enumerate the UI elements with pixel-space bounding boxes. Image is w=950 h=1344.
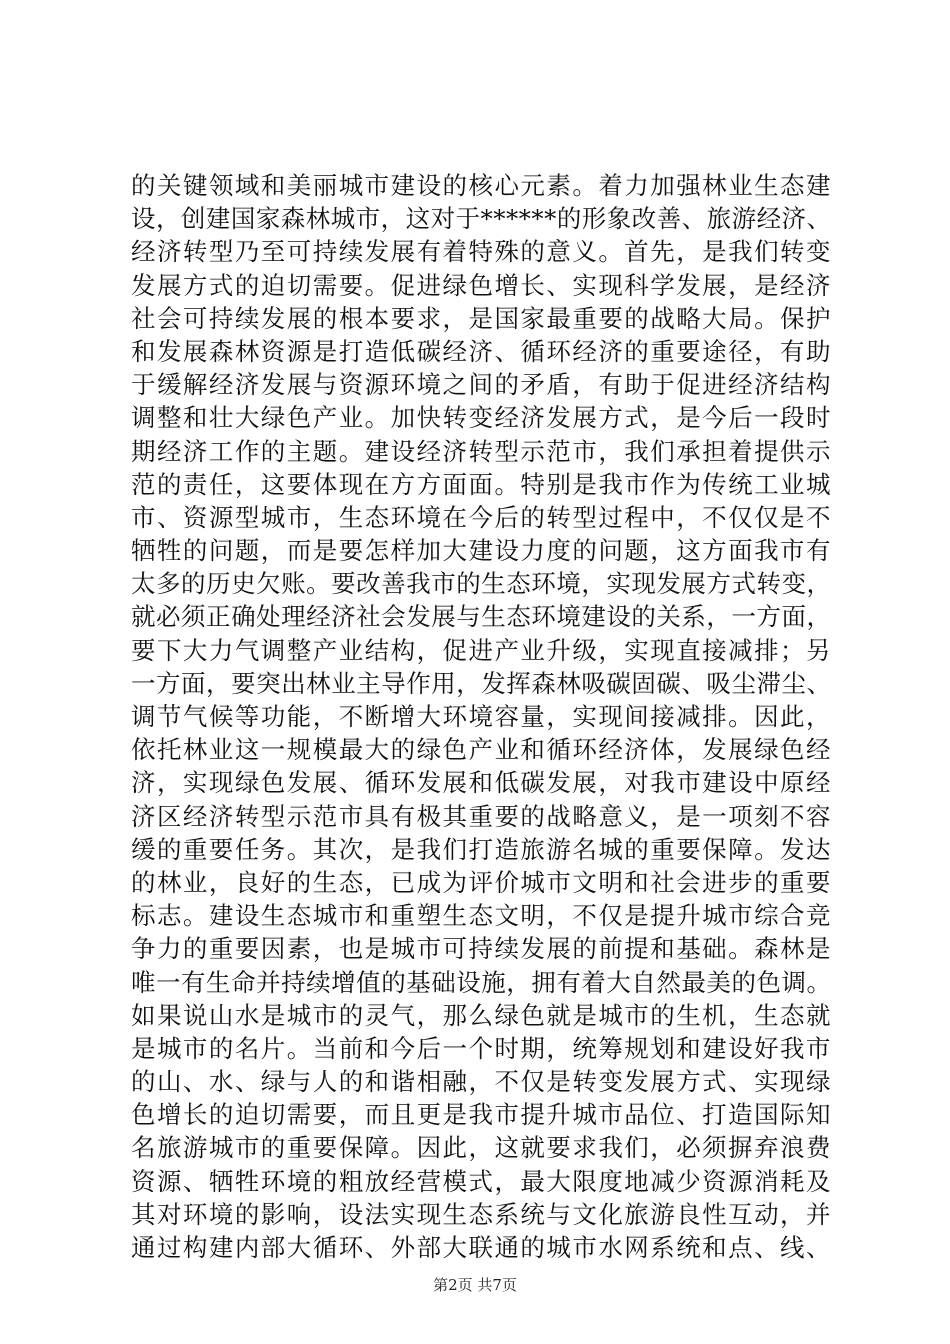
text-line: 标志。建设生态城市和重塑生态文明，不仅是提升城市综合竞 (131, 901, 832, 931)
text-line: 色增长的迫切需要，而且更是我市提升城市品位、打造国际知 (131, 1100, 832, 1130)
text-line: 争力的重要因素，也是城市可持续发展的前提和基础。森林是 (131, 934, 832, 964)
text-line: 设，创建国家森林城市，这对于******的形象改善、旅游经济、 (131, 204, 832, 234)
body-text (131, 169, 831, 1264)
text-line: 太多的历史欠账。要改善我市的生态环境，实现发展方式转变， (131, 569, 832, 599)
text-line: 就必须正确处理经济社会发展与生态环境建设的关系，一方面， (131, 602, 832, 632)
text-line: 于缓解经济发展与资源环境之间的矛盾，有助于促进经济结构 (131, 370, 832, 400)
text-line: 调整和壮大绿色产业。加快转变经济发展方式，是今后一段时 (131, 403, 832, 433)
text-line: 通过构建内部大循环、外部大联通的城市水网系统和点、线、 (131, 1233, 832, 1262)
text-line: 牺牲的问题，而是要怎样加大建设力度的问题，这方面我市有 (131, 536, 832, 566)
text-line: 依托林业这一规模最大的绿色产业和循环经济体，发展绿色经 (131, 735, 832, 765)
text-line: 缓的重要任务。其次，是我们打造旅游名城的重要保障。发达 (131, 834, 832, 864)
text-line: 一方面，要突出林业主导作用，发挥森林吸碳固碳、吸尘滞尘、 (131, 668, 832, 698)
text-line: 其对环境的影响，设法实现生态系统与文化旅游良性互动，并 (131, 1199, 832, 1229)
text-line: 济，实现绿色发展、循环发展和低碳发展，对我市建设中原经 (131, 768, 832, 798)
text-line: 名旅游城市的重要保障。因此，这就要求我们，必须摒弃浪费 (131, 1133, 832, 1163)
text-line: 社会可持续发展的根本要求，是国家最重要的战略大局。保护 (131, 303, 832, 333)
text-line: 范的责任，这要体现在方方面面。特别是我市作为传统工业城 (131, 469, 832, 499)
text-line: 济区经济转型示范市具有极其重要的战略意义，是一项刻不容 (131, 801, 832, 831)
text-line: 如果说山水是城市的灵气，那么绿色就是城市的生机，生态就 (131, 1000, 832, 1030)
page-footer: 第2页 共7页 (433, 1276, 517, 1294)
text-line: 市、资源型城市，生态环境在今后的转型过程中，不仅仅是不 (131, 502, 832, 532)
text-line: 资源、牺牲环境的粗放经营模式，最大限度地减少资源消耗及 (131, 1166, 832, 1196)
text-line: 经济转型乃至可持续发展有着特殊的意义。首先，是我们转变 (131, 237, 832, 267)
text-line: 的关键领域和美丽城市建设的核心元素。着力加强林业生态建 (131, 171, 832, 200)
text-line: 的山、水、绿与人的和谐相融，不仅是转变发展方式、实现绿 (131, 1067, 832, 1097)
text-line: 和发展森林资源是打造低碳经济、循环经济的重要途径，有助 (131, 336, 832, 366)
text-line: 调节气候等功能，不断增大环境容量，实现间接减排。因此， (131, 702, 832, 731)
text-line: 的林业，良好的生态，已成为评价城市文明和社会进步的重要 (131, 867, 832, 897)
text-line: 发展方式的迫切需要。促进绿色增长、实现科学发展，是经济 (131, 270, 832, 300)
text-line: 是城市的名片。当前和今后一个时期，统筹规划和建设好我市 (131, 1033, 832, 1063)
text-line: 期经济工作的主题。建设经济转型示范市，我们承担着提供示 (131, 436, 832, 466)
text-line: 要下大力气调整产业结构，促进产业升级，实现直接减排；另 (131, 635, 832, 665)
text-line: 唯一有生命并持续增值的基础设施，拥有着大自然最美的色调。 (131, 967, 832, 997)
